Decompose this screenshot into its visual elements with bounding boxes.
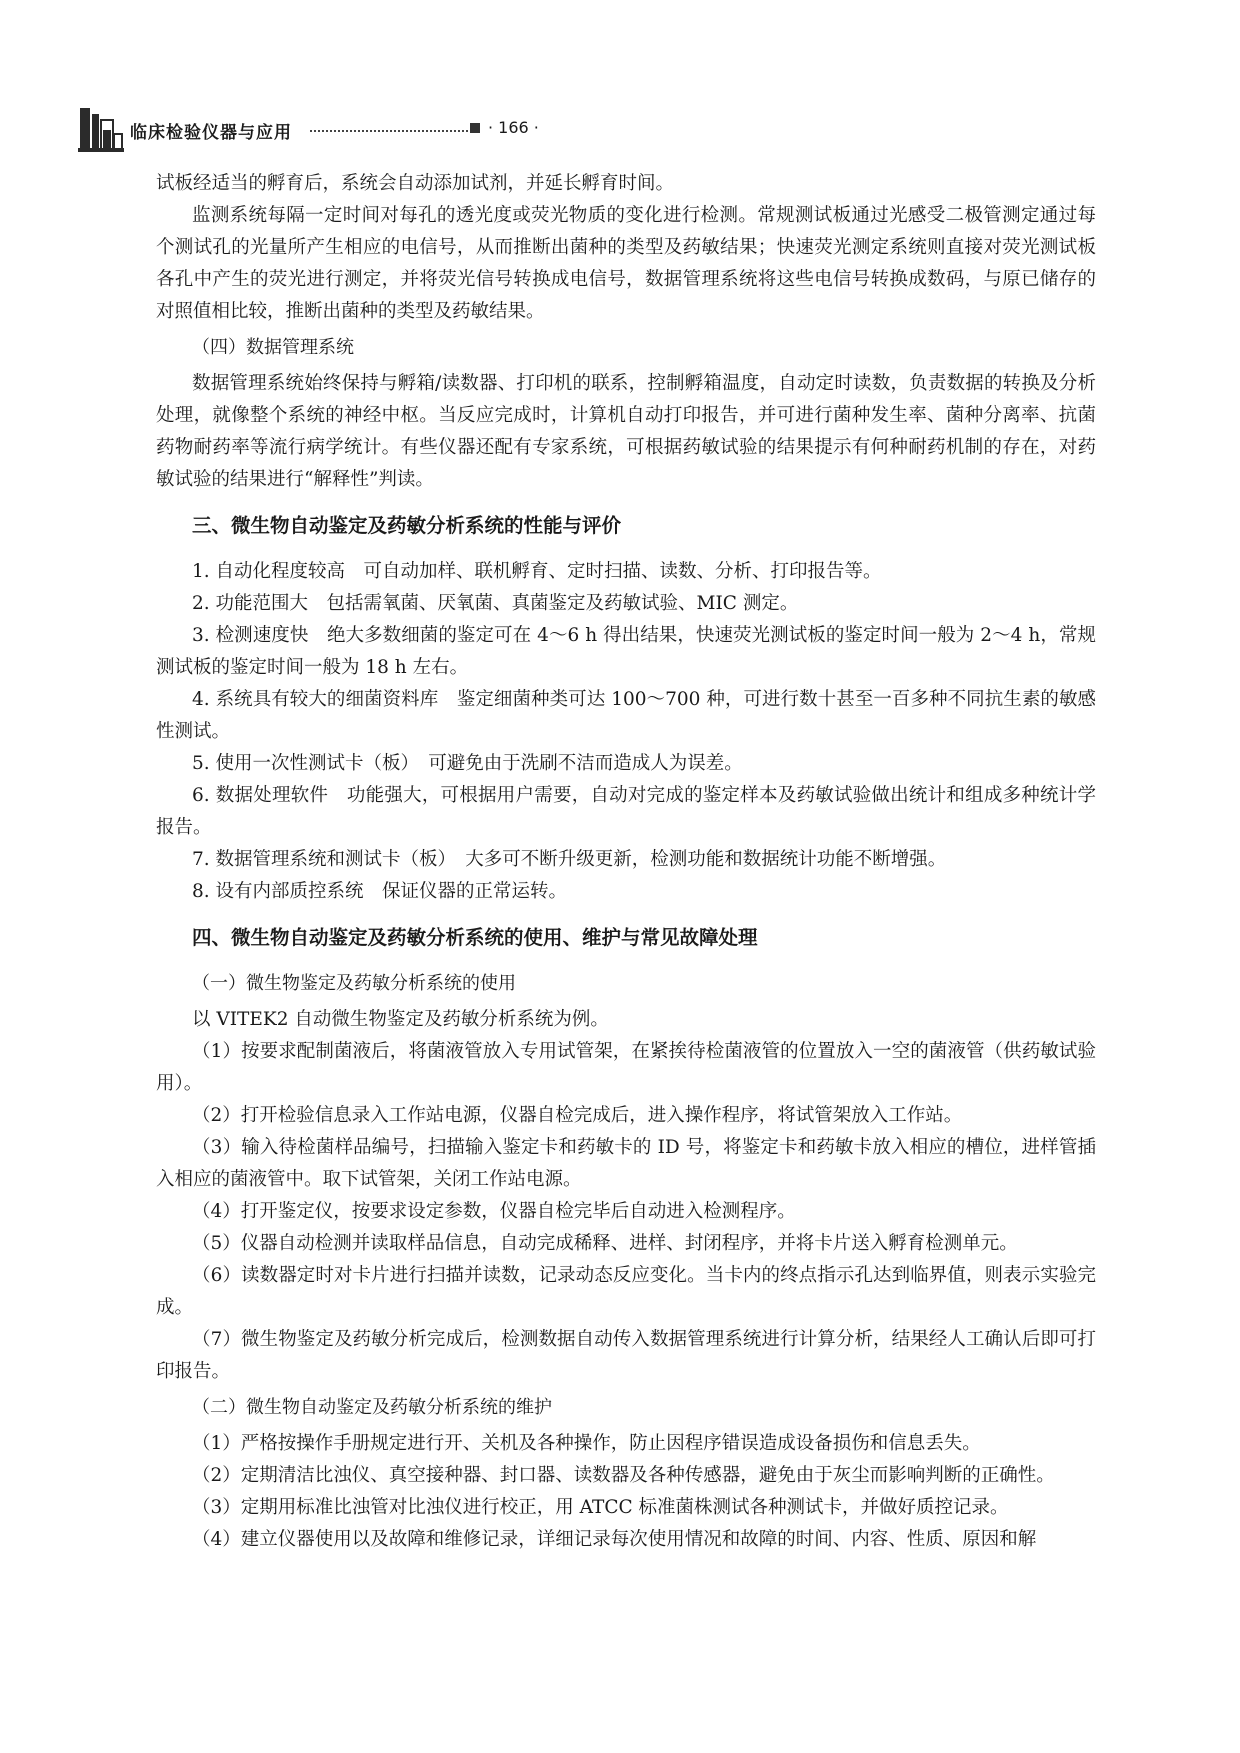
body-paragraph: （1）严格按操作手册规定进行开、关机及各种操作，防止因程序错误造成设备损伤和信息丢失。 <box>192 1433 981 1454</box>
body-paragraph: （3）输入待检菌样品编号，扫描输入鉴定卡和药敏卡的 ID 号，将鉴定卡和药敏卡放入相应的槽位，进样管插入相应的菌液管中。取下试管架，关闭工作站电源。 <box>156 1137 1096 1190</box>
body-paragraph: 监测系统每隔一定时间对每孔的透光度或荧光物质的变化进行检测。常规测试板通过光感受二极管测定通过每个测试孔的光量所产生相应的电信号，从而推断出菌种的类型及药敏结果；快速荧光测定系统则直接对荧光测试板各孔中产生的荧光进行测定，并将荧光信号转换成电信号，数据管理系统将这些电信号转换成数码，与原已储存的对照值相比较，推断出菌种的类型及药敏结果。 <box>156 205 1096 322</box>
header-dot-leader <box>310 130 468 132</box>
body-paragraph: 5. 使用一次性测试卡（板） 可避免由于洗刷不洁而造成人为误差。 <box>192 753 743 774</box>
body-paragraph: 7. 数据管理系统和测试卡（板） 大多可不断升级更新，检测功能和数据统计功能不断增强。 <box>192 849 947 870</box>
body-paragraph: （4）打开鉴定仪，按要求设定参数，仪器自检完毕后自动进入检测程序。 <box>192 1201 796 1222</box>
body-paragraph: 4. 系统具有较大的细菌资料库 鉴定细菌种类可达 100～700 种，可进行数十甚至一百多种不同抗生素的敏感性测试。 <box>156 689 1096 742</box>
body-paragraph: 3. 检测速度快 绝大多数细菌的鉴定可在 4～6 h 得出结果，快速荧光测试板的鉴定时间一般为 2～4 h，常规测试板的鉴定时间一般为 18 h 左右。 <box>156 625 1096 678</box>
body-paragraph: （4）建立仪器使用以及故障和维修记录，详细记录每次使用情况和故障的时间、内容、性质、原因和解 <box>192 1529 1037 1550</box>
subsection-heading: （四）数据管理系统 <box>192 337 354 358</box>
section-heading: 三、微生物自动鉴定及药敏分析系统的性能与评价 <box>192 514 622 537</box>
subsection-heading: （一）微生物鉴定及药敏分析系统的使用 <box>192 973 516 994</box>
body-paragraph: （5）仪器自动检测并读取样品信息，自动完成稀释、进样、封闭程序，并将卡片送入孵育检测单元。 <box>192 1233 1018 1254</box>
body-paragraph: 6. 数据处理软件 功能强大，可根据用户需要，自动对完成的鉴定样本及药敏试验做出统计和组成多种统计学报告。 <box>156 785 1096 838</box>
book-logo-icon <box>78 104 124 154</box>
subsection-heading: （二）微生物自动鉴定及药敏分析系统的维护 <box>192 1397 552 1418</box>
body-paragraph: 试板经适当的孵育后，系统会自动添加试剂，并延长孵育时间。 <box>156 173 675 194</box>
body-paragraph: 8. 设有内部质控系统 保证仪器的正常运转。 <box>192 881 568 902</box>
body-paragraph: 2. 功能范围大 包括需氧菌、厌氧菌、真菌鉴定及药敏试验、MIC 测定。 <box>192 593 799 614</box>
page-body <box>156 168 1096 1556</box>
body-paragraph: 数据管理系统始终保持与孵箱/读数器、打印机的联系，控制孵箱温度，自动定时读数，负责数据的转换及分析处理，就像整个系统的神经中枢。当反应完成时，计算机自动打印报告，并可进行菌种发生率、菌种分离率、抗菌药物耐药率等流行病学统计。有些仪器还配有专家系统，可根据药敏试验的结果提示有何种耐药机制的存在，对药敏试验的结果进行“解释性”判读。 <box>156 373 1096 490</box>
page-number: · 166 · <box>488 118 539 137</box>
body-paragraph: （7）微生物鉴定及药敏分析完成后，检测数据自动传入数据管理系统进行计算分析，结果经人工确认后即可打印报告。 <box>156 1329 1096 1382</box>
body-paragraph: （6）读数器定时对卡片进行扫描并读数，记录动态反应变化。当卡内的终点指示孔达到临界值，则表示实验完成。 <box>156 1265 1096 1318</box>
body-paragraph: （2）打开检验信息录入工作站电源，仪器自检完成后，进入操作程序，将试管架放入工作站。 <box>192 1105 963 1126</box>
section-heading: 四、微生物自动鉴定及药敏分析系统的使用、维护与常见故障处理 <box>192 926 758 949</box>
body-paragraph: 1. 自动化程度较高 可自动加样、联机孵育、定时扫描、读数、分析、打印报告等。 <box>192 561 882 582</box>
body-paragraph: （1）按要求配制菌液后，将菌液管放入专用试管架，在紧挨待检菌液管的位置放入一空的菌液管（供药敏试验用）。 <box>156 1041 1096 1094</box>
page-header <box>78 98 558 158</box>
body-paragraph: 以 VITEK2 自动微生物鉴定及药敏分析系统为例。 <box>192 1009 609 1030</box>
book-title: 临床检验仪器与应用 <box>130 123 292 143</box>
body-paragraph: （2）定期清洁比浊仪、真空接种器、封口器、读数器及各种传感器，避免由于灰尘而影响判断的正确性。 <box>192 1465 1055 1486</box>
header-square-mark <box>470 123 480 133</box>
body-paragraph: （3）定期用标准比浊管对比浊仪进行校正，用 ATCC 标准菌株测试各种测试卡，并做好质控记录。 <box>192 1497 1009 1518</box>
